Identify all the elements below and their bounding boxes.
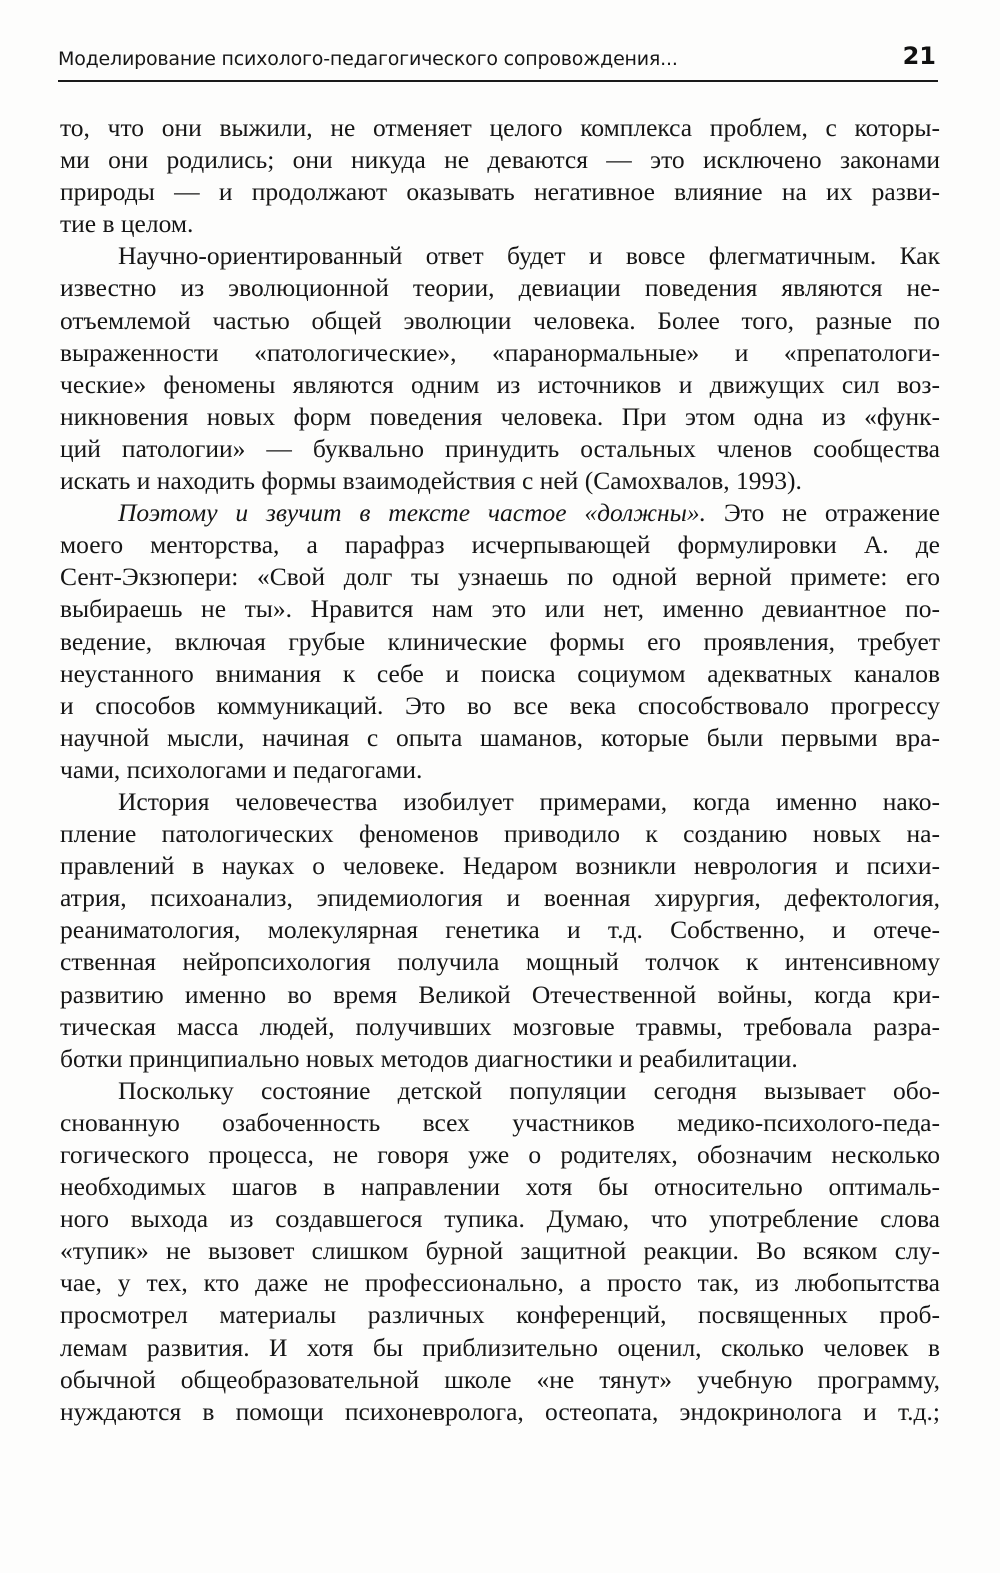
text-line: ственная нейропсихология получила мощный толчок к интенсивному [60, 947, 940, 977]
running-title: Моделирование психолого-педагогического сопровождения... [58, 48, 678, 70]
text-line: ций патологии» — буквально принудить остальных членов сообщества [60, 433, 940, 463]
text-line: развитию именно во время Великой Отечественной войны, когда кри- [60, 979, 940, 1009]
text-line: природы — и продолжают оказывать негативное влияние на их разви- [60, 177, 940, 207]
text-line: реаниматология, молекулярная генетика и т.д. Собственно, и отече- [60, 915, 940, 945]
text-line: тие в целом. [60, 209, 194, 239]
italic-emphasis: Поэтому и звучит в тексте частое «должны». [118, 498, 707, 528]
paragraph-5 [60, 1075, 940, 1428]
text-line: никновения новых форм поведения человека. При этом одна из «функ- [60, 401, 940, 431]
text-line: выбираешь не ты». Нравится нам это или нет, именно девиантное по- [60, 594, 940, 624]
running-header [58, 40, 938, 82]
paragraph-1 [60, 112, 940, 240]
text-line: правлений в науках о человеке. Недаром возникли неврология и психи- [60, 851, 940, 881]
text-line: Поскольку состояние детской популяции сегодня вызывает обо- [118, 1075, 940, 1105]
text-line: научной мысли, начиная с опыта шаманов, которые были первыми вра- [60, 722, 940, 752]
text-line: просмотрел материалы различных конференций, посвященных проб- [60, 1300, 940, 1330]
text-line: ботки принципиально новых методов диагностики и реабилитации. [60, 1043, 798, 1073]
text-line: снованную озабоченность всех участников медико-психолого-педа- [60, 1107, 940, 1137]
text-line [60, 497, 940, 529]
paragraph-2 [60, 240, 940, 497]
text-line: пление патологических феноменов приводило к созданию новых на- [60, 819, 940, 849]
text-line: гогического процесса, не говоря уже о родителях, обозначим несколько [60, 1140, 940, 1169]
text-line: выраженности «патологические», «паранормальные» и «препатологи- [60, 337, 940, 367]
text-line: ведение, включая грубые клинические формы его проявления, требует [60, 626, 940, 656]
text-line: обычной общеобразовательной школе «не тянут» учебную программу, [60, 1364, 940, 1394]
text-line: неустанного внимания к себе и поиска социумом адекватных каналов [60, 658, 940, 688]
text-run: Это не отражение [706, 498, 940, 528]
text-line: известно из эволюционной теории, девиации поведения являются не- [60, 273, 940, 303]
body-text [60, 112, 940, 1428]
text-line: нуждаются в помощи психоневролога, остеопата, эндокринолога и т.д.; [60, 1396, 940, 1426]
text-line: искать и находить формы взаимодействия с ней (Самохвалов, 1993). [60, 466, 802, 496]
text-line: и способов коммуникаций. Это во все века способствовало прогрессу [60, 690, 940, 720]
paragraph-3 [60, 497, 940, 786]
text-line: «тупик» не вызовет слишком бурной защитной реакции. Во всяком слу- [60, 1236, 940, 1266]
text-line: ческие» феномены являются одним из источников и движущих сил воз- [60, 369, 940, 399]
text-line: отъемлемой частью общей эволюции человека. Более того, разные по [60, 305, 940, 335]
text-line: атрия, психоанализ, эпидемиология и военная хирургия, дефектология, [60, 883, 940, 913]
text-line: то, что они выжили, не отменяет целого комплекса проблем, с которы- [60, 113, 940, 142]
text-line: ми они родились; они никуда не деваются — это исключено законами [60, 145, 940, 175]
text-line: Научно-ориентированный ответ будет и вовсе флегматичным. Как [118, 241, 940, 271]
text-line: чами, психологами и педагогами. [60, 754, 423, 784]
text-line: лемам развития. И хотя бы приблизительно оценил, сколько человек в [60, 1332, 940, 1362]
paragraph-4 [60, 786, 940, 1075]
text-line: тическая масса людей, получивших мозговые травмы, требовала разра- [60, 1011, 940, 1041]
text-line: моего менторства, а парафраз исчерпывающей формулировки А. де [60, 530, 940, 560]
text-line: История человечества изобилует примерами, когда именно нако- [118, 786, 940, 816]
page-number: 21 [902, 42, 936, 70]
text-line: Сент-Экзюпери: «Свой долг ты узнаешь по одной верной примете: его [60, 562, 940, 592]
text-line: необходимых шагов в направлении хотя бы относительно оптималь- [60, 1172, 940, 1202]
text-line: ного выхода из создавшегося тупика. Думаю, что употребление слова [60, 1204, 940, 1234]
text-line: чае, у тех, кто даже не профессионально, а просто так, из любопытства [60, 1268, 940, 1298]
